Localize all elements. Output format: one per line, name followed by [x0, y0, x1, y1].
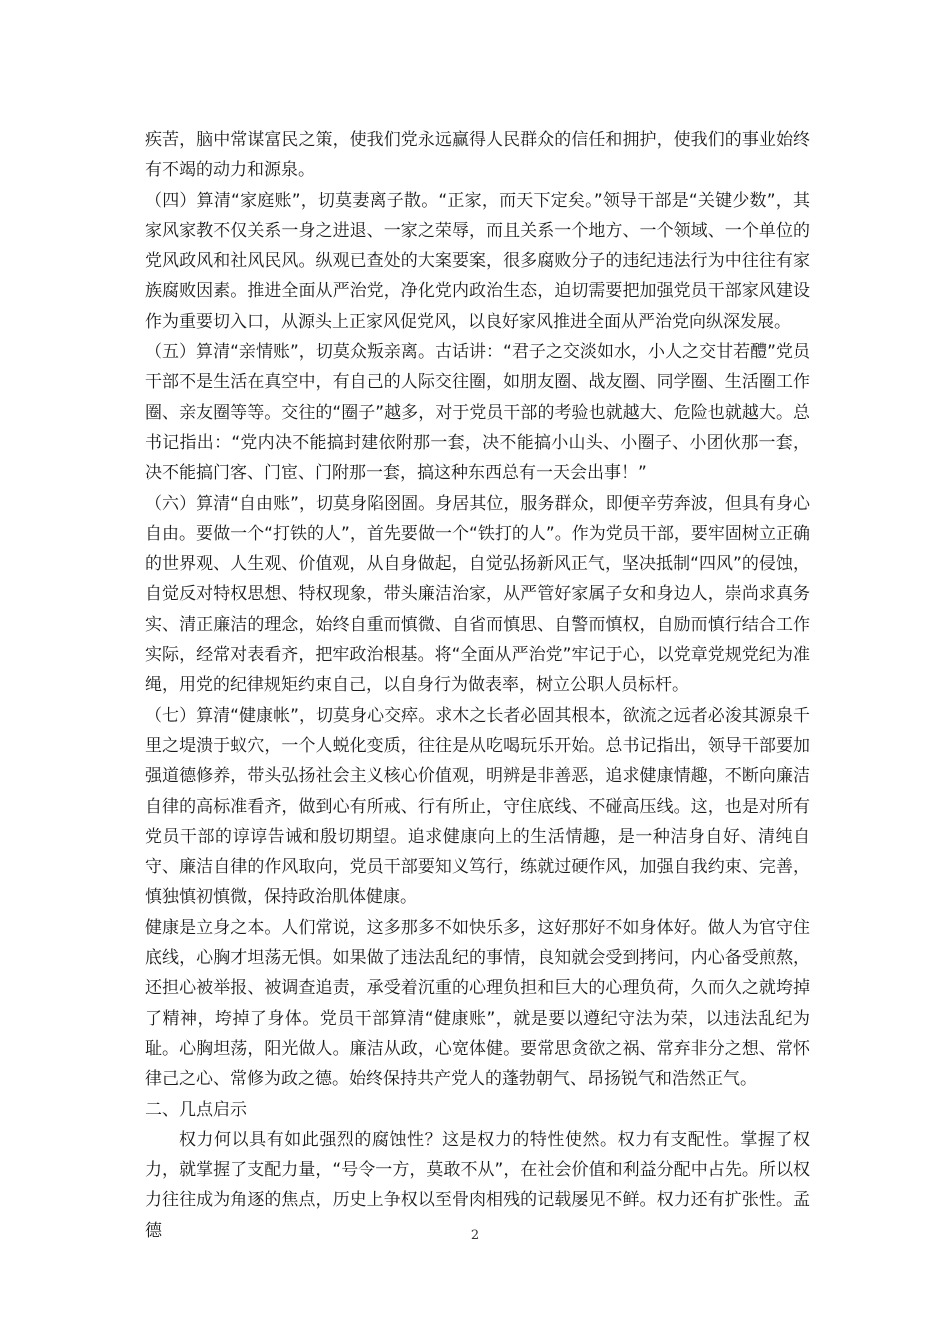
document-body [145, 125, 810, 1246]
page-number: 2 [470, 1228, 480, 1243]
paragraph-power-corrosion: 权力何以具有如此强烈的腐蚀性？这是权力的特性使然。权力有支配性。掌握了权力，就掌握了支配力量，“号令一方，莫敢不从”，在社会价值和利益分配中占先。所以权力往往成为角逐的焦点，历史上争权以至骨肉相残的记载屡见不鲜。权力还有扩张性。孟德 [145, 1129, 810, 1241]
paragraph-freedom-account: （六）算清“自由账”，切莫身陷囹圄。身居其位，服务群众，即便辛劳奔波，但具有身心自由。要做一个“打铁的人”，首先要做一个“铁打的人”。作为党员干部，要牢固树立正确的世界观、人生观、价值观，从自身做起，自觉弘扬新风正气，坚决抵制“四风”的侵蚀，自觉反对特权思想、特权现象，带头廉洁治家，从严管好家属子女和身边人，崇尚求真务实、清正廉洁的理念，始终自重而慎微、自省而慎思、自警而慎权，自励而慎行结合工作实际，经常对表看齐，把牢政治根基。将“全面从严治党”牢记于心，以党章党规党纪为准绳，用党的纪律规矩约束自己，以自身行为做表率，树立公职人员标杆。 [145, 493, 810, 696]
paragraph-kinship-account: （五）算清“亲情账”，切莫众叛亲离。古话讲：“君子之交淡如水，小人之交甘若醴”党员干部不是生活在真空中，有自己的人际交往圈，如朋友圈、战友圈、同学圈、生活圈工作圈、亲友圈等等。交往的“圈子”越多，对于党员干部的考验也就越大、危险也就越大。总书记指出：“党内决不能搞封建依附那一套，决不能搞小山头、小圈子、小团伙那一套，决不能搞门客、门宦、门附那一套，搞这种东西总有一天会出事！” [145, 342, 810, 484]
paragraph-health-foundation: 健康是立身之本。人们常说，这多那多不如快乐多，这好那好不如身体好。做人为官守住底线，心胸才坦荡无惧。如果做了违法乱纪的事情，良知就会受到拷问，内心备受煎熬，还担心被举报、被调查追责，承受着沉重的心理负担和巨大的心理负荷，久而久之就垮掉了精神，垮掉了身体。党员干部算清“健康账”，就是要以遵纪守法为荣，以违法乱纪为耻。心胸坦荡，阳光做人。廉洁从政，心宽体健。要常思贪欲之祸、常弃非分之想、常怀律己之心、常修为政之德。始终保持共产党人的蓬勃朝气、昂扬锐气和浩然正气。 [145, 917, 810, 1090]
section-heading: 二、几点启示 [145, 1099, 247, 1120]
paragraph-family-account: （四）算清“家庭账”，切莫妻离子散。“正家，而天下定矣。”领导干部是“关键少数”，其家风家教不仅关系一身之进退、一家之荣辱，而且关系一个地方、一个领域、一个单位的党风政风和社风民风。纵观已查处的大案要案，很多腐败分子的违纪违法行为中往往有家族腐败因素。推进全面从严治党，净化党内政治生态，迫切需要把加强党员干部家风建设作为重要切入口，从源头上正家风促党风，以良好家风推进全面从严治党向纵深发展。 [145, 190, 810, 332]
paragraph-continuation: 疾苦，脑中常谋富民之策，使我们党永远赢得人民群众的信任和拥护，使我们的事业始终有不竭的动力和源泉。 [145, 130, 810, 181]
paragraph-health-account: （七）算清“健康帐”，切莫身心交瘁。求木之长者必固其根本，欲流之远者必浚其源泉千里之堤溃于蚁穴，一个人蜕化变质，往往是从吃喝玩乐开始。总书记指出，领导干部要加强道德修养，带头弘扬社会主义核心价值观，明辨是非善恶，追求健康情趣，不断向廉洁自律的高标准看齐，做到心有所戒、行有所止，守住底线、不碰高压线。这，也是对所有党员干部的谆谆告诫和殷切期望。追求健康向上的生活情趣，是一种洁身自好、清纯自守、廉洁自律的作风取向，党员干部要知义笃行，练就过硬作风，加强自我约束、完善，慎独慎初慎微，保持政治肌体健康。 [145, 705, 810, 908]
